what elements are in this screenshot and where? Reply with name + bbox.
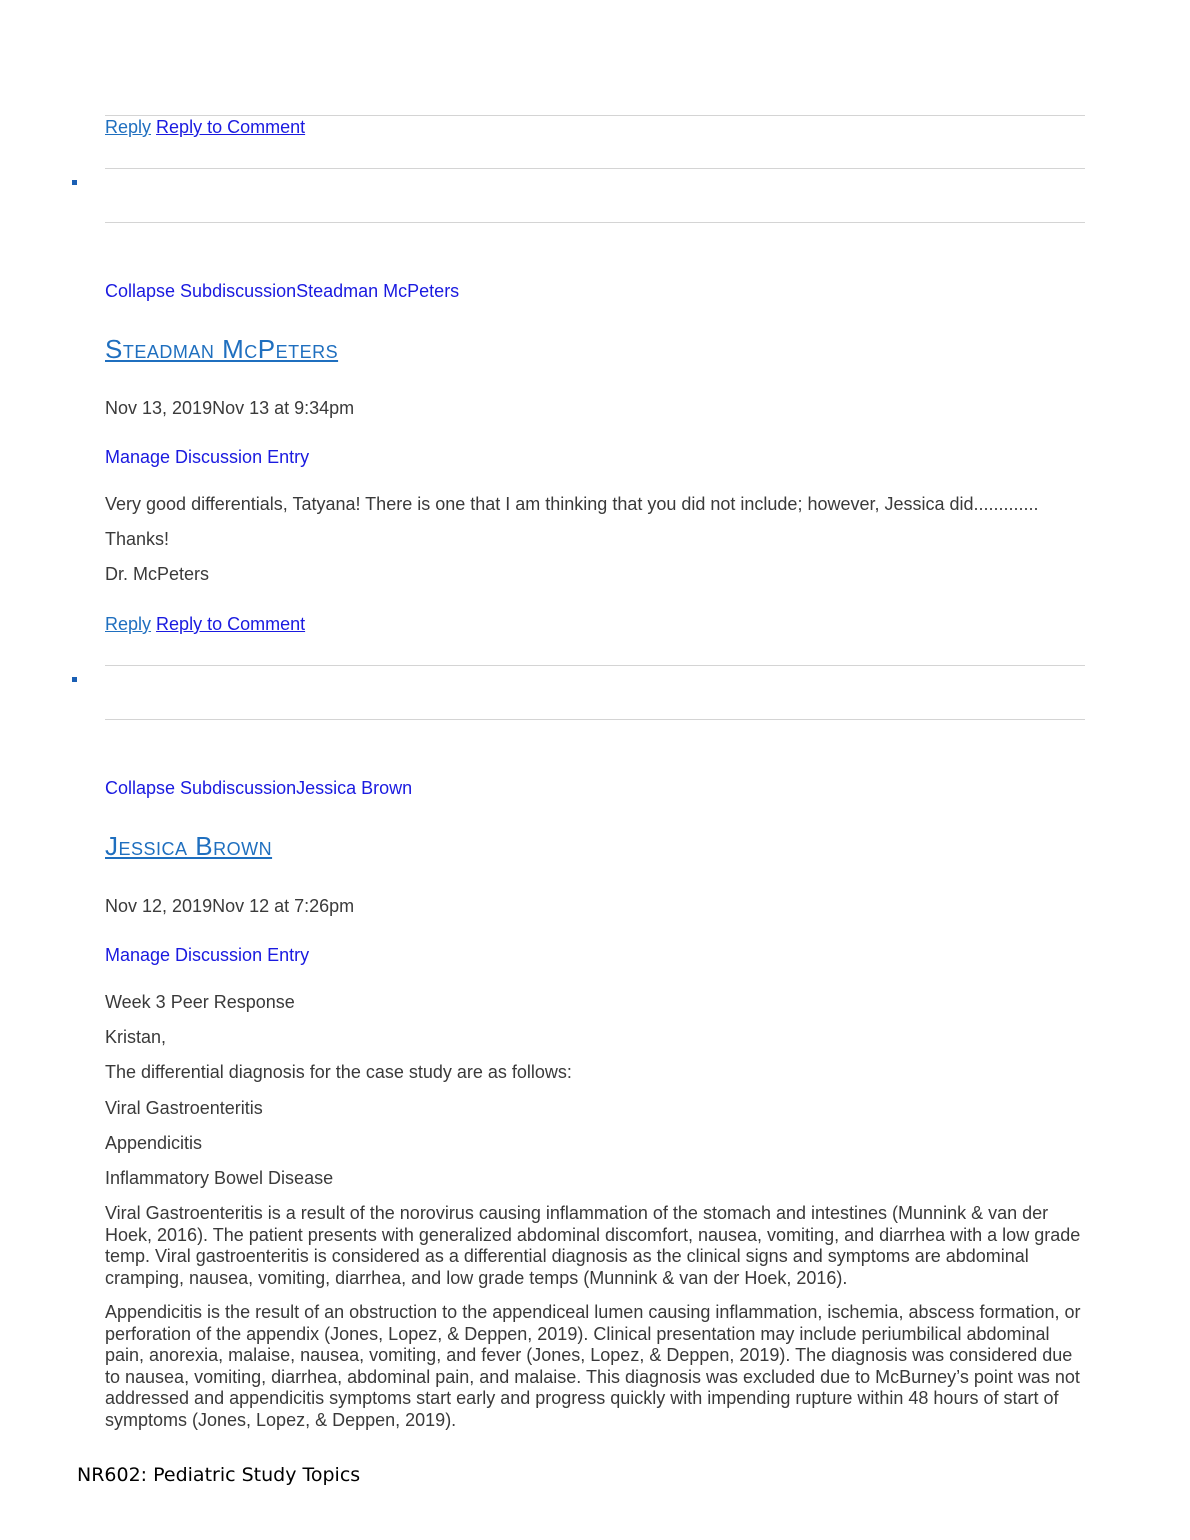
author-name-link[interactable]: Jessica Brown bbox=[105, 831, 273, 861]
page-footer: NR602: Pediatric Study Topics bbox=[77, 1464, 361, 1486]
post-paragraph: Very good differentials, Tatyana! There is one that I am thinking that you did not include; however, Jessica did............. bbox=[105, 494, 1039, 514]
manage-discussion-entry-link[interactable]: Manage Discussion Entry bbox=[105, 945, 310, 965]
divider bbox=[105, 719, 1085, 720]
post-paragraph: The differential diagnosis for the case study are as follows: bbox=[105, 1062, 572, 1082]
author-name-link[interactable]: Steadman McPeters bbox=[105, 334, 339, 364]
reply-link[interactable]: Reply bbox=[105, 614, 152, 634]
post-paragraph: Thanks! bbox=[105, 529, 170, 549]
collapse-subdiscussion-link[interactable]: Collapse SubdiscussionJessica Brown bbox=[105, 778, 413, 798]
reply-to-comment-link[interactable]: Reply to Comment bbox=[156, 117, 306, 137]
post-paragraph: Appendicitis is the result of an obstruction to the appendiceal lumen causing inflammation, ischemia, abscess formation, or perforation of the appendix (Jones, Lopez, & Deppen, 2019). Clinical presentation may include periumbilical abdominal pain, anorexia, malaise, nausea, vomiting, and fever (Jones, Lopez, & Deppen, 2019). The diagnosis was considered due to nausea, vomiting, diarrhea, abdominal pain, and malaise. This diagnosis was excluded due to McBurney’s point was not addressed and appendicitis symptoms start early and progress quickly with impending rupture within 48 hours of start of symptoms (Jones, Lopez, & Deppen, 2019). bbox=[105, 1302, 1081, 1430]
post-date: Nov 12, 2019Nov 12 at 7:26pm bbox=[105, 896, 355, 916]
divider bbox=[105, 665, 1085, 666]
reply-to-comment-link[interactable]: Reply to Comment bbox=[156, 614, 306, 634]
list-bullet bbox=[72, 180, 77, 185]
manage-discussion-entry-link[interactable]: Manage Discussion Entry bbox=[105, 447, 310, 467]
post-paragraph: Viral Gastroenteritis is a result of the norovirus causing inflammation of the stomach and intestines (Munnink & van der Hoek, 2016). The patient presents with generalized abdominal discomfort, nausea, vomiting, and diarrhea with a low grade temp. Viral gastroenteritis is considered as a differential diagnosis as the clinical signs and symptoms are abdominal cramping, nausea, vomiting, diarrhea, and low grade temps (Munnink & van der Hoek, 2016). bbox=[105, 1203, 1081, 1288]
post-paragraph: Dr. McPeters bbox=[105, 564, 210, 584]
divider bbox=[105, 222, 1085, 223]
reply-row bbox=[105, 613, 305, 635]
reply-row bbox=[105, 116, 305, 138]
post-paragraph: Inflammatory Bowel Disease bbox=[105, 1168, 334, 1188]
list-bullet bbox=[72, 677, 77, 682]
divider bbox=[105, 168, 1085, 169]
post-paragraph: Kristan, bbox=[105, 1027, 167, 1047]
post-paragraph: Viral Gastroenteritis bbox=[105, 1098, 263, 1118]
post-date: Nov 13, 2019Nov 13 at 9:34pm bbox=[105, 398, 355, 418]
reply-link[interactable]: Reply bbox=[105, 117, 152, 137]
collapse-subdiscussion-link[interactable]: Collapse SubdiscussionSteadman McPeters bbox=[105, 281, 460, 301]
post-paragraph: Week 3 Peer Response bbox=[105, 992, 295, 1012]
post-paragraph: Appendicitis bbox=[105, 1133, 203, 1153]
